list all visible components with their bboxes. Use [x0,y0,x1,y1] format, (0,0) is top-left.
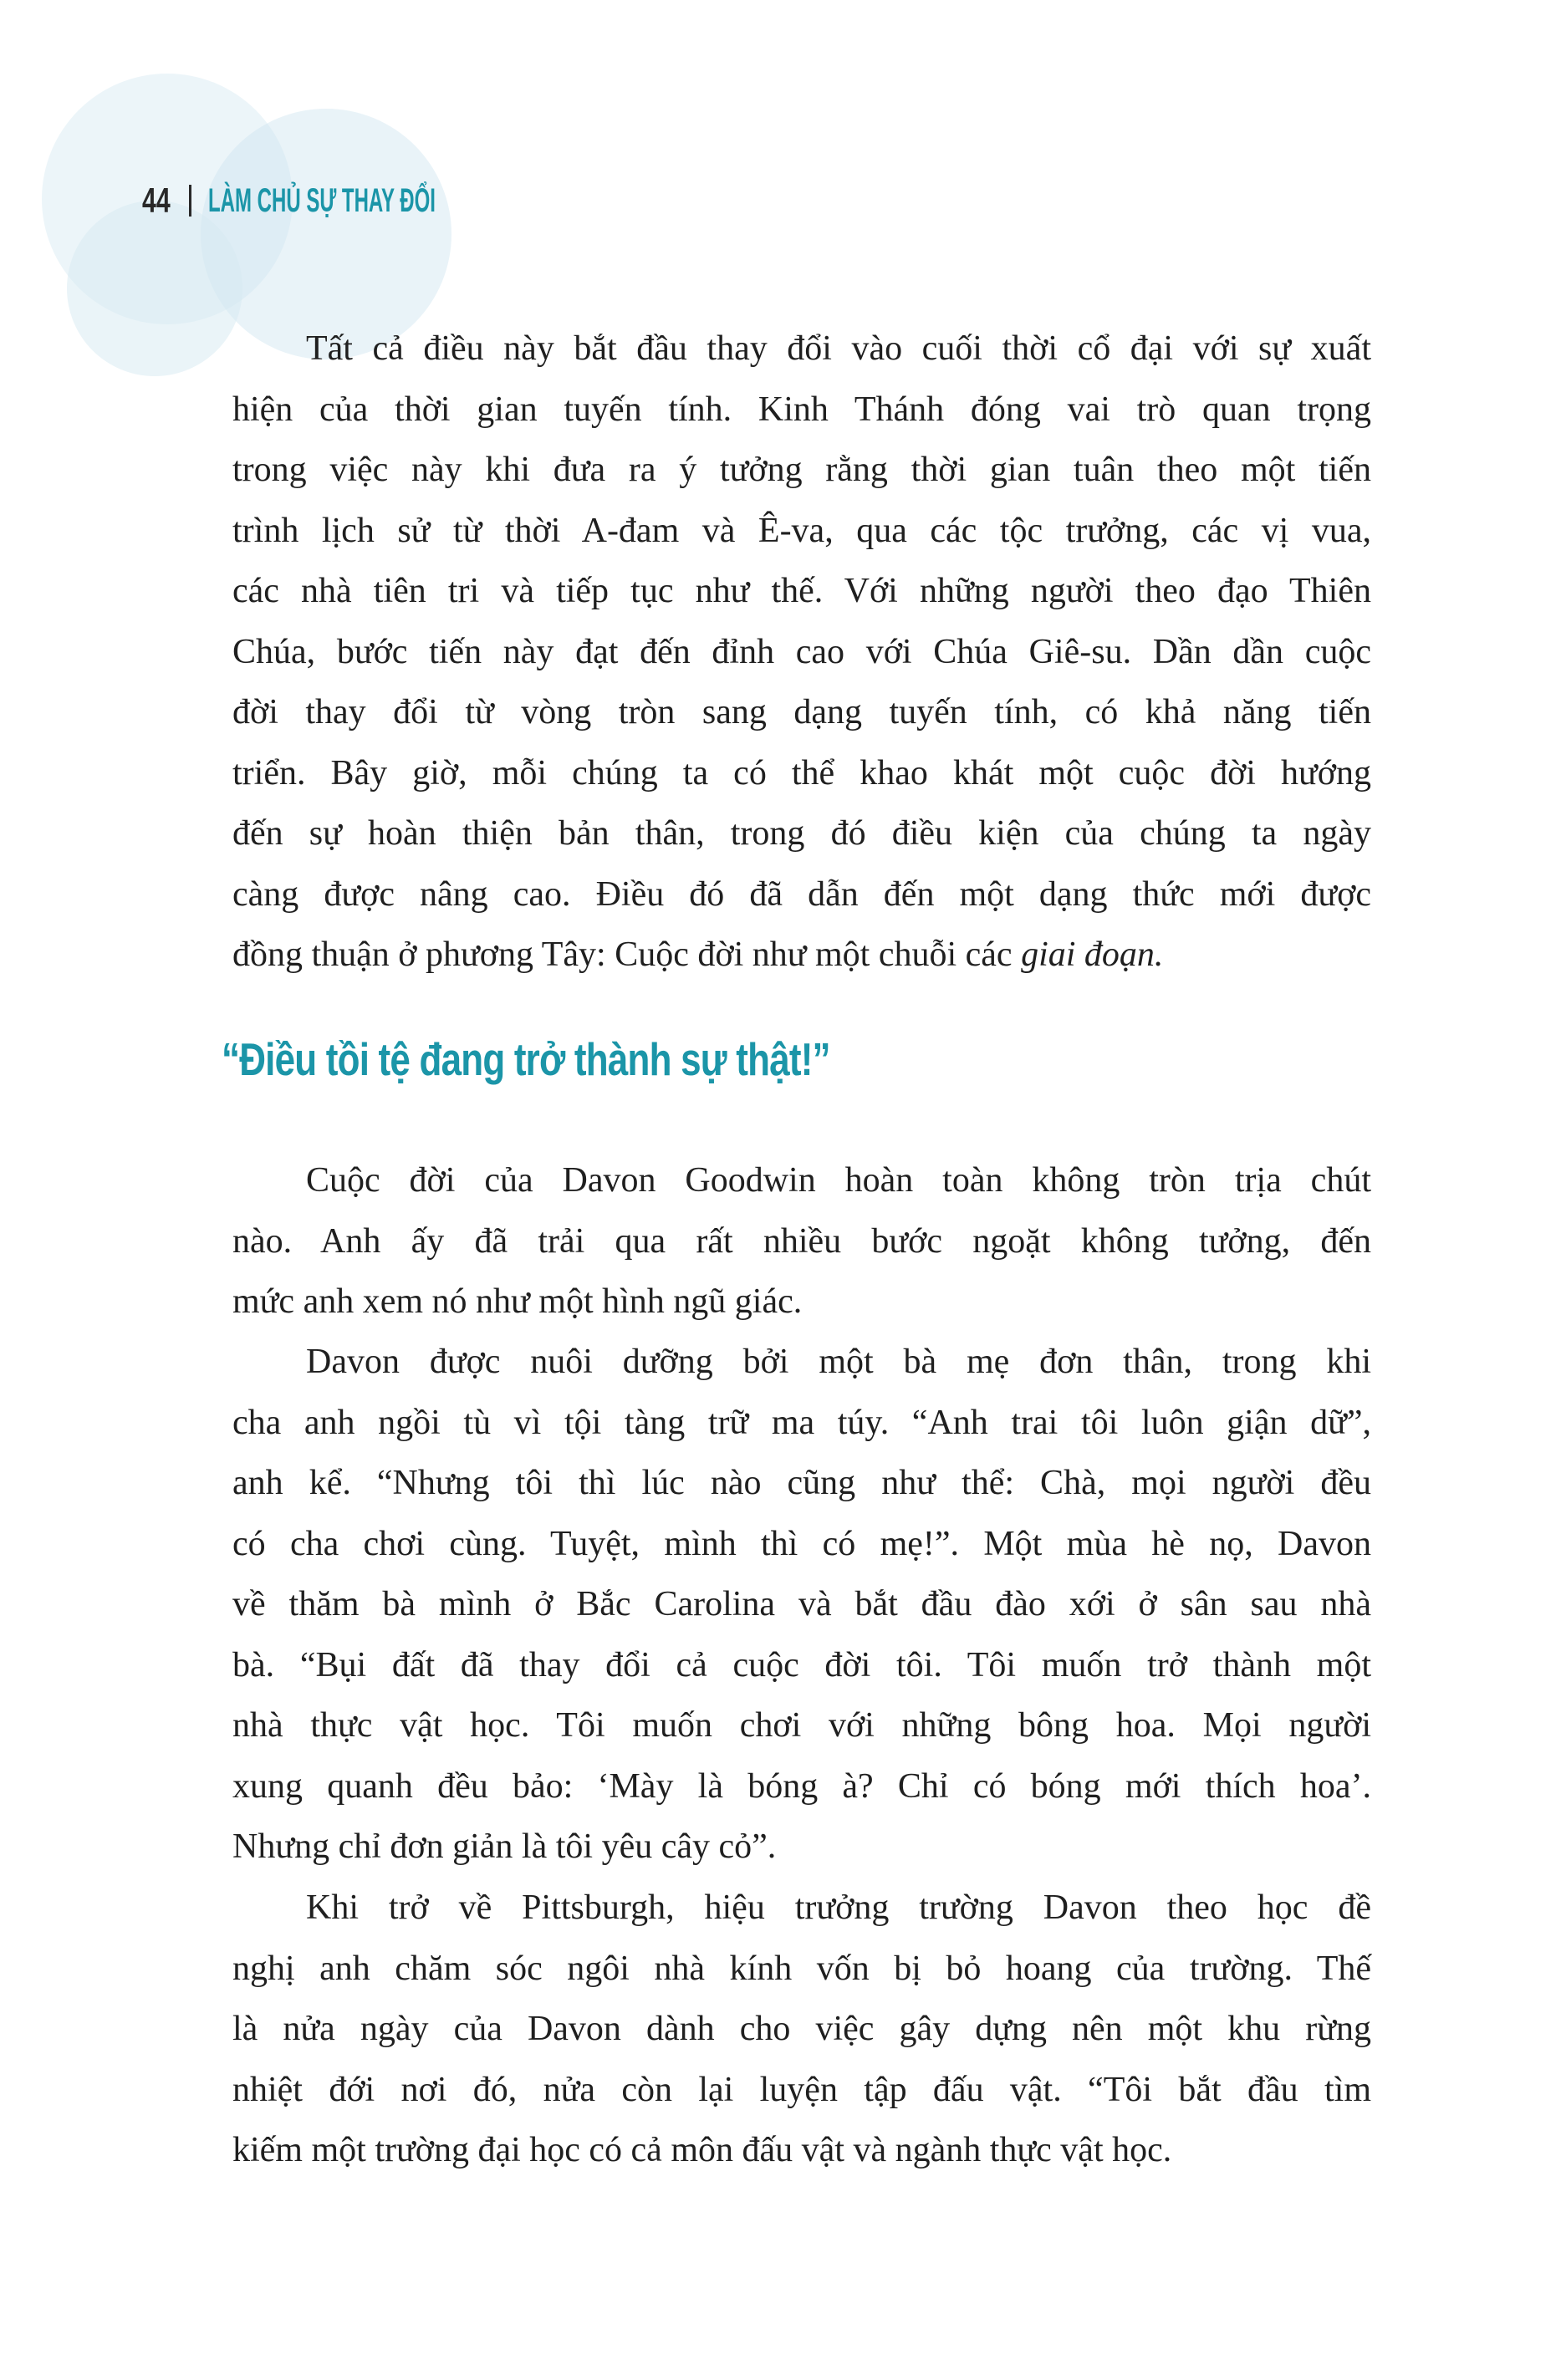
text-line: Davon được nuôi dưỡng bởi một bà mẹ đơn thân, trong khi [306,1343,1371,1381]
paragraph-3 [232,1332,1371,1878]
section-heading: “Điều tồi tệ đang trở thành sự thật!” [222,1033,830,1085]
header-separator [189,185,191,217]
running-title: LÀM CHỦ SỰ THAY ĐỔI [208,181,436,219]
paragraph-1 [232,319,1371,986]
decorative-circle [67,201,242,376]
text-line: đến sự hoàn thiện bản thân, trong đó điều kiện của chúng ta ngày [232,814,1371,853]
text-line: hiện của thời gian tuyến tính. Kinh Thánh đóng vai trò quan trọng [232,390,1371,429]
text-line: trong việc này khi đưa ra ý tưởng rằng thời gian tuân theo một tiến [232,451,1371,489]
text-line: Khi trở về Pittsburgh, hiệu trưởng trường Davon theo học đề [306,1888,1371,1927]
page-header [142,179,587,222]
text-line: cha anh ngồi tù vì tội tàng trữ ma túy. “Anh trai tôi luôn giận dữ”, [232,1403,1371,1442]
text-line: Chúa, bước tiến này đạt đến đỉnh cao với Chúa Giê-su. Dần dần cuộc [232,632,1371,671]
text-line: đồng thuận ở phương Tây: Cuộc đời như một chuỗi các giai đoạn. [232,935,1164,974]
text-line: về thăm bà mình ở Bắc Carolina và bắt đầu đào xới ở sân sau nhà [232,1585,1371,1623]
text-line: có cha chơi cùng. Tuyệt, mình thì có mẹ!”. Một mùa hè nọ, Davon [232,1524,1371,1563]
text-line: nhà thực vật học. Tôi muốn chơi với những bông hoa. Mọi người [232,1706,1371,1745]
page-number: 44 [142,181,171,220]
text-line: nghị anh chăm sóc ngôi nhà kính vốn bị bỏ hoang của trường. Thế [232,1949,1371,1988]
text-line: các nhà tiên tri và tiếp tục như thế. Với những người theo đạo Thiên [232,572,1371,610]
paragraph-2 [232,1150,1371,1333]
text-line: kiếm một trường đại học có cả môn đấu vật và ngành thực vật học. [232,2131,1172,2169]
paragraph-4 [232,1878,1371,2181]
text-line: anh kể. “Nhưng tôi thì lúc nào cũng như thể: Chà, mọi người đều [232,1464,1371,1502]
text-line: Nhưng chỉ đơn giản là tôi yêu cây cỏ”. [232,1827,777,1866]
text-line: nhiệt đới nơi đó, nửa còn lại luyện tập đấu vật. “Tôi bắt đầu tìm [232,2070,1371,2109]
text-line: mức anh xem nó như một hình ngũ giác. [232,1282,803,1321]
text-line: xung quanh đều bảo: ‘Mày là bóng à? Chỉ có bóng mới thích hoa’. [232,1766,1371,1806]
text-line: đời thay đổi từ vòng tròn sang dạng tuyến tính, có khả năng tiến [232,693,1371,731]
text-line: là nửa ngày của Davon dành cho việc gây dựng nên một khu rừng [232,2010,1371,2048]
text-line: càng được nâng cao. Điều đó đã dẫn đến một dạng thức mới được [232,874,1371,914]
text-line: Tất cả điều này bắt đầu thay đổi vào cuối thời cổ đại với sự xuất [306,329,1371,368]
text-line: nào. Anh ấy đã trải qua rất nhiều bước ngoặt không tưởng, đến [232,1221,1371,1261]
text-line: bà. “Bụi đất đã thay đổi cả cuộc đời tôi. Tôi muốn trở thành một [232,1645,1371,1684]
text-line: trình lịch sử từ thời A-đam và Ê-va, qua các tộc trưởng, các vị vua, [232,511,1371,550]
text-line: Cuộc đời của Davon Goodwin hoàn toàn không tròn trịa chút [306,1161,1371,1200]
text-line: triển. Bây giờ, mỗi chúng ta có thể khao khát một cuộc đời hướng [232,753,1371,792]
